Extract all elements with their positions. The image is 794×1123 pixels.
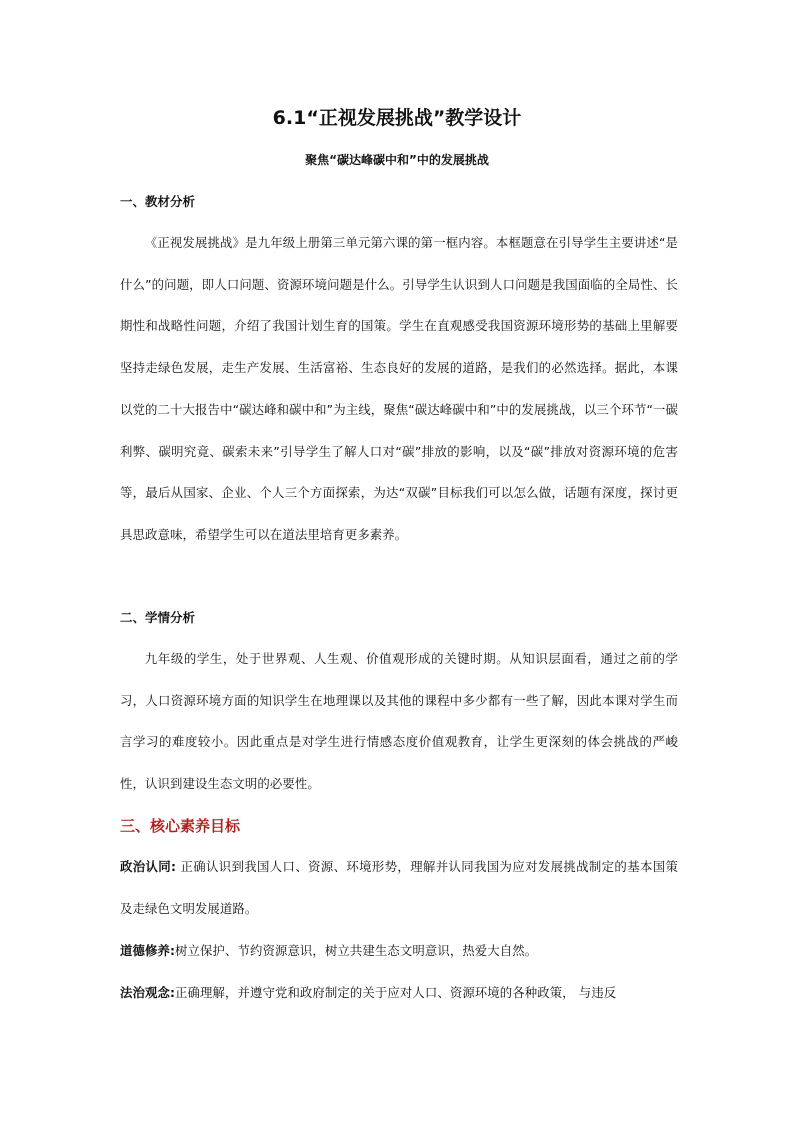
goal-political-identity [120,846,678,929]
student-analysis-paragraph: 九年级的学生，处于世界观、人生观、价值观形成的关键时期。从知识层面看，通过之前的学习，人口资源环境方面的知识学生在地理课以及其他的课程中多少都有一些了解，因此本课对学生而言学习的难度较小。因此重点是对学生进行情感态度价值观教育，让学生更深刻的体会挑战的严峻性，认识到建设生态文明的必要性。 [120,651,678,792]
section-heading-textbook-analysis: 一、教材分析 [120,194,196,209]
goal-text: 正确理解，并遵守党和政府制定的关于应对人口、资源环境的各种政策， 与违反 [175,985,617,1000]
goal-label: 道德修养: [120,943,176,958]
goal-text: 树立保护、节约资源意识，树立共建生态文明意识，热爱大自然。 [175,943,538,958]
section-heading-student-analysis: 二、学情分析 [120,610,196,625]
goal-label: 法治观念: [120,985,176,1000]
section-heading-core-literacy-goals: 三、核心素养目标 [120,817,241,835]
document-subtitle: 聚焦“碳达峰碳中和”中的发展挑战 [305,153,489,167]
document-title: 6.1“正视发展挑战”教学设计 [272,107,522,129]
goal-label: 政治认同: [120,859,177,874]
goal-text: 正确认识到我国人口、资源、环境形势，理解并认同我国为应对发展挑战制定的基本国策及走绿色文明发展道路。 [120,859,678,916]
goal-rule-of-law [120,972,678,1014]
textbook-analysis-paragraph: 《正视发展挑战》是九年级上册第三单元第六课的第一框内容。本框题意在引导学生主要讲述“是什么”的问题，即人口问题、资源环境问题是什么。引导学生认识到人口问题是我国面临的全局性、长期性和战略性问题，介绍了我国计划生育的国策。学生在直观感受我国资源环境形势的基础上里解要坚持走绿色发展，走生产发展、生活富裕、生态良好的发展的道路，是我们的必然选择。据此，本课以党的二十大报告中“碳达峰和碳中和”为主线，聚焦“碳达峰碳中和”中的发展挑战，以三个环节“一碳利弊、碳明究竟、碳索未来”引导学生了解人口对“碳”排放的影响，以及“碳”排放对资源环境的危害等，最后从国家、企业、个人三个方面探索，为达“双碳”目标我们可以怎么做，话题有深度，探讨更具思政意味，希望学生可以在道法里培育更多素养。 [120,235,678,542]
goal-moral-cultivation [120,930,678,972]
